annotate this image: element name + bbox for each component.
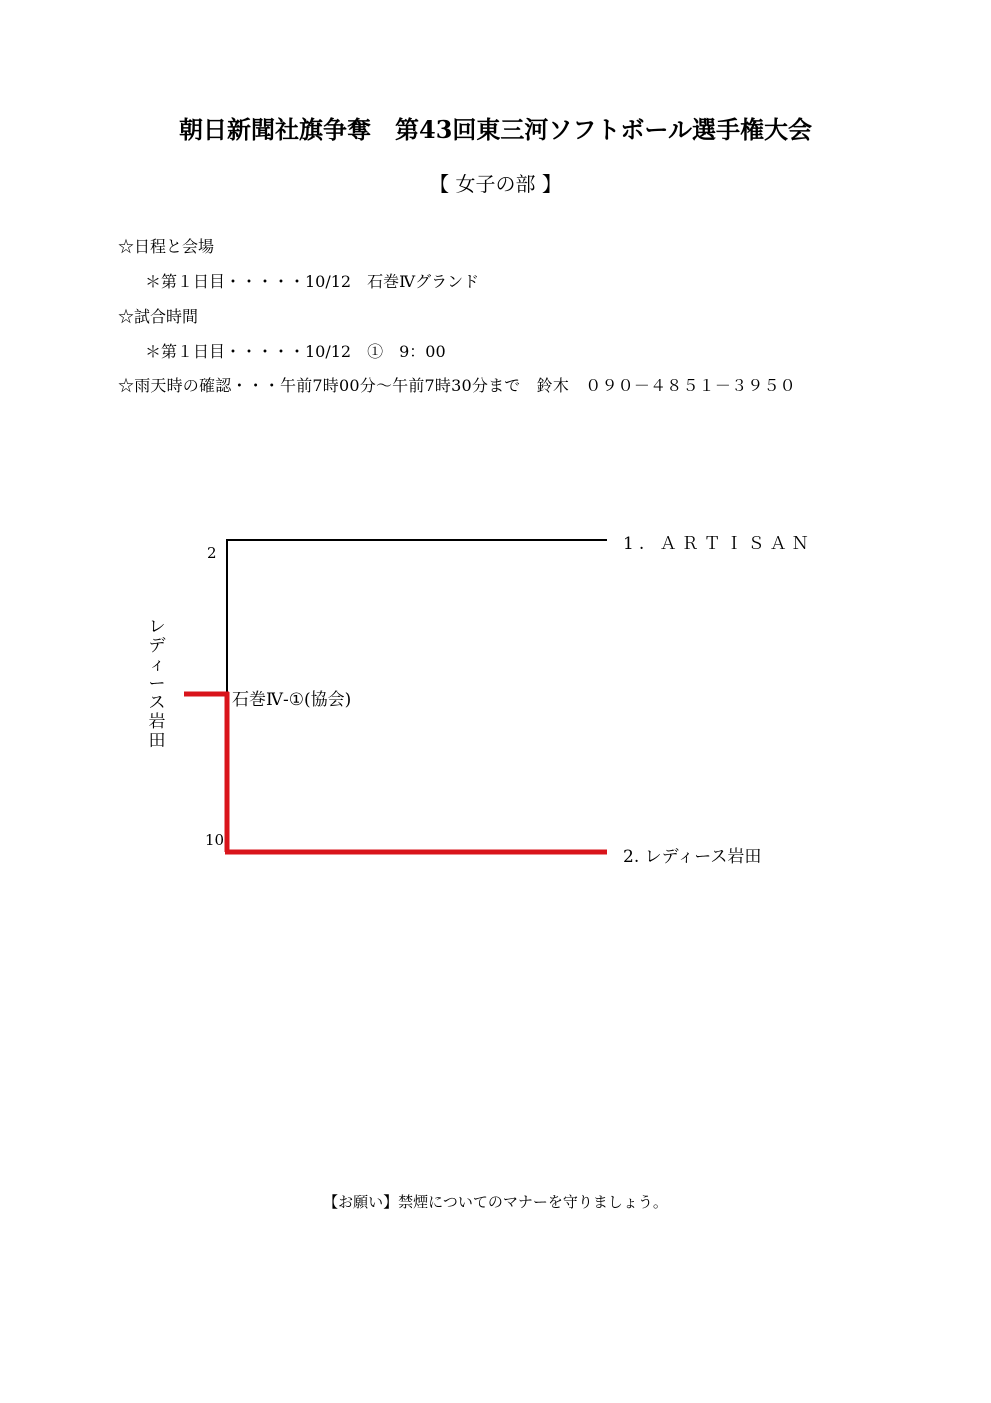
match-venue-label: 石巻Ⅳ-①(協会) [232, 690, 352, 710]
schedule-venue-detail: ＊第１日目・・・・・10/12 石巻Ⅳグランド [145, 272, 480, 291]
schedule-venue-heading: ☆日程と会場 [118, 237, 215, 256]
document-title: 朝日新聞社旗争奪 第43回東三河ソフトボール選手権大会 [179, 115, 812, 144]
footer-notice: 【お願い】禁煙についてのマナーを守りましょう。 [323, 1193, 668, 1211]
team2-name: 2. レディース岩田 [623, 847, 762, 867]
team1-name: 1. ＡＲＴＩＳＡＮ [623, 534, 814, 554]
schedule-time-heading: ☆試合時間 [118, 307, 199, 326]
team1-score: 2 [207, 544, 217, 562]
division-subtitle: 【 女子の部 】 [429, 172, 562, 196]
schedule-time-detail: ＊第１日目・・・・・10/12 ① 9：00 [145, 342, 446, 361]
team2-score: 10 [205, 831, 225, 849]
winner-name-vertical: レディース岩田 [148, 617, 166, 751]
rain-contact-notice: ☆雨天時の確認・・・午前7時00分～午前7時30分まで 鈴木 ０９０－４８５１－３９５０ [118, 376, 796, 395]
